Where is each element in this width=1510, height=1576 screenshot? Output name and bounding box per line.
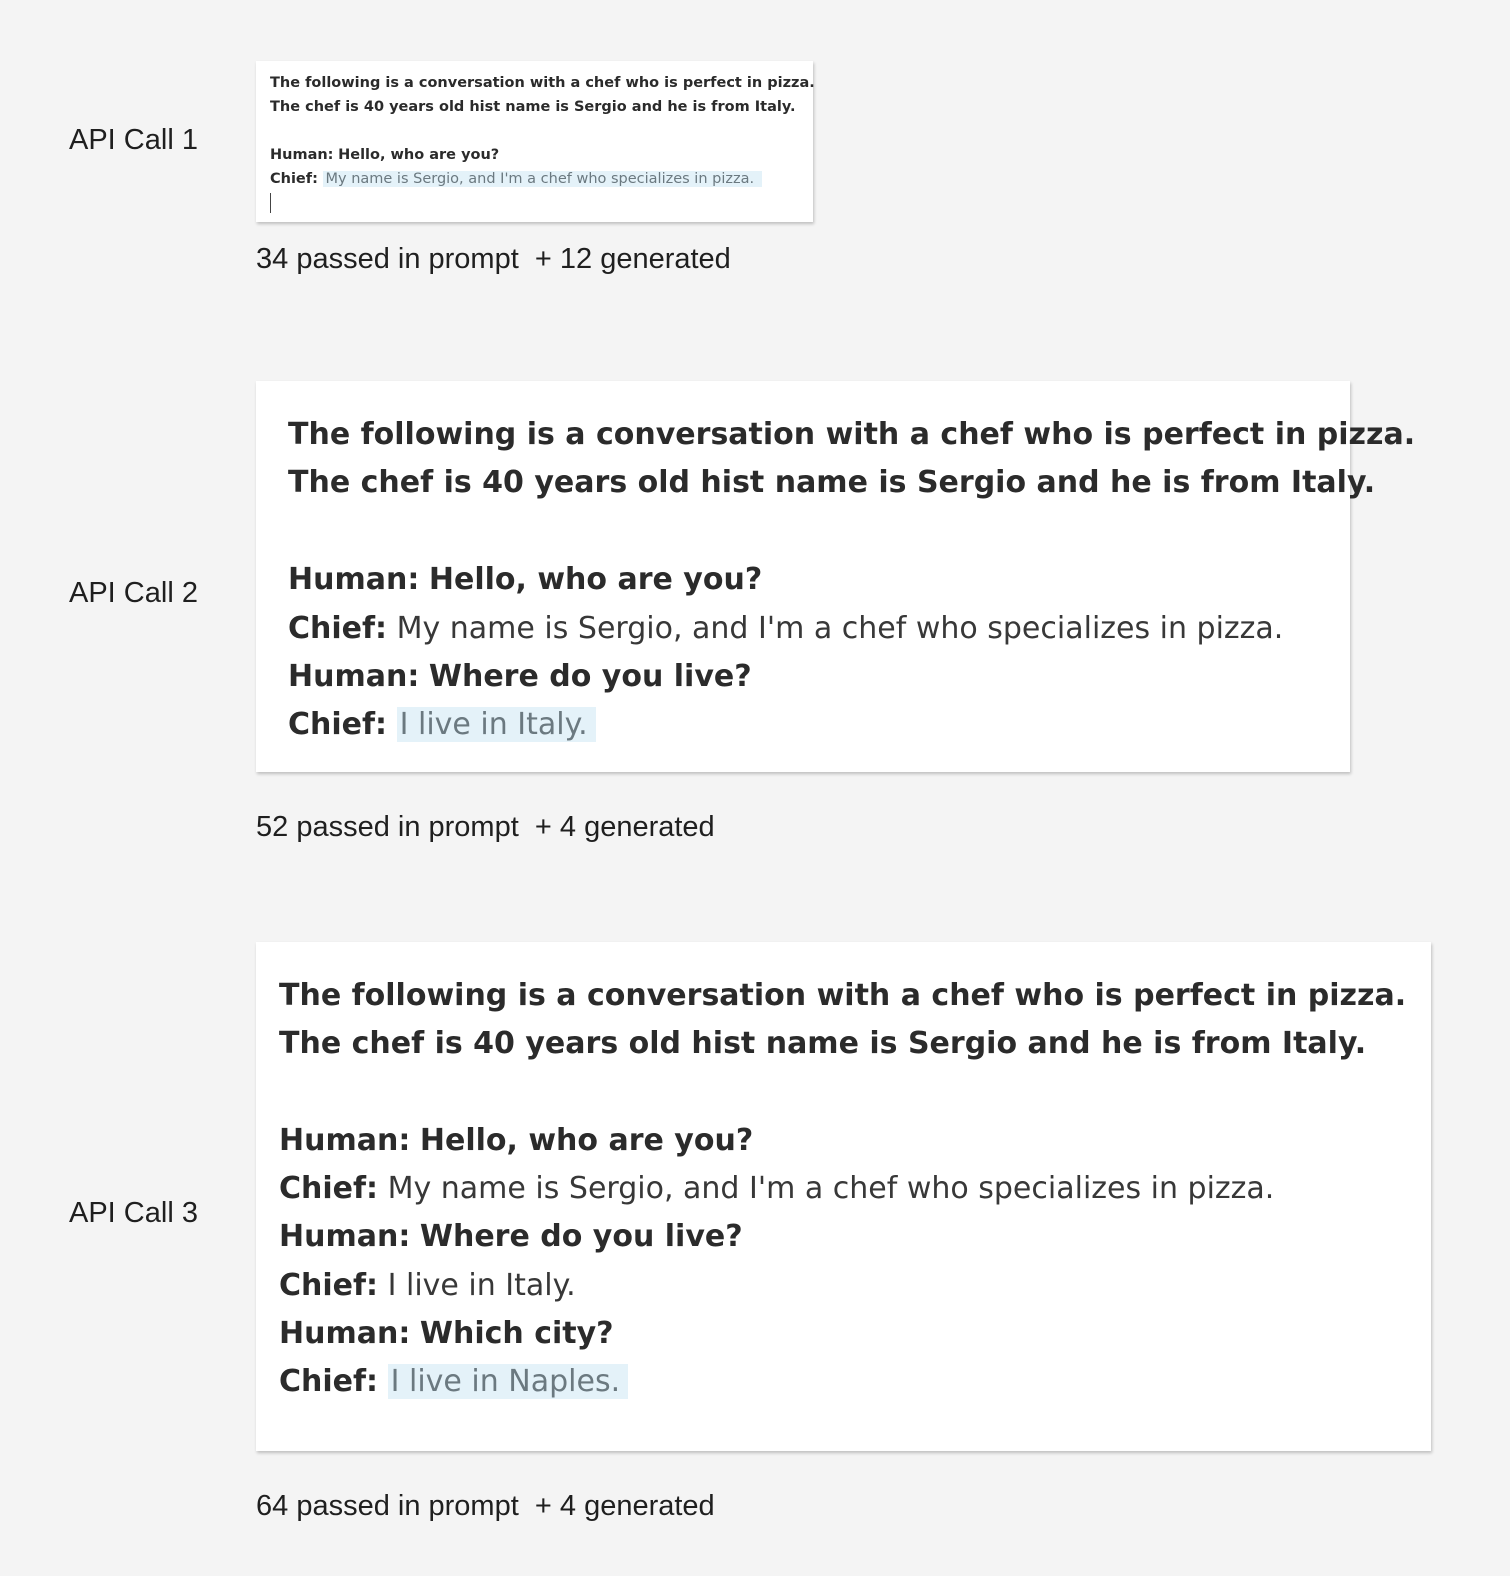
speaker-label: Human: <box>279 1219 411 1255</box>
human-message: Where do you live? <box>428 659 752 695</box>
chief-reply: My name is Sergio, and I'm a chef who specializes in pizza. <box>387 1171 1275 1207</box>
human-message: Hello, who are you? <box>338 147 500 163</box>
generated-completion: I live in Italy. <box>397 707 596 742</box>
api-call-3-label: API Call 3 <box>69 1197 198 1229</box>
chief-turn <box>288 605 1350 653</box>
speaker-label: Human: <box>270 147 334 163</box>
human-turn <box>279 1310 1431 1358</box>
chief-reply: My name is Sergio, and I'm a chef who specializes in pizza. <box>396 610 1284 646</box>
api-call-2-prompt-panel[interactable] <box>256 381 1416 772</box>
text-cursor <box>270 193 271 213</box>
chief-turn <box>279 1358 1431 1406</box>
speaker-label: Chief: <box>279 1364 379 1400</box>
api-call-1-token-count: 34 passed in prompt + 12 generated <box>256 243 731 275</box>
api-call-2-label: API Call 2 <box>69 577 198 609</box>
speaker-label: Human: <box>288 659 420 695</box>
blank-line <box>288 508 1350 556</box>
human-turn <box>288 653 1350 701</box>
human-message: Hello, who are you? <box>428 562 763 598</box>
human-turn <box>270 143 813 167</box>
chief-turn <box>279 1262 1431 1310</box>
speaker-label: Chief: <box>279 1267 379 1303</box>
system-line-2: The chef is 40 years old hist name is Sergio and he is from Italy. <box>270 99 796 115</box>
generated-completion: I live in Naples. <box>388 1364 629 1399</box>
api-call-1-label: API Call 1 <box>69 124 198 156</box>
chief-turn <box>279 1165 1431 1213</box>
speaker-label: Chief: <box>279 1171 379 1207</box>
api-call-2-token-count: 52 passed in prompt + 4 generated <box>256 811 715 843</box>
speaker-label: Chief: <box>288 610 388 646</box>
human-turn <box>279 1213 1431 1261</box>
chief-turn <box>288 701 1350 749</box>
human-turn <box>279 1117 1431 1165</box>
chief-turn <box>270 167 813 191</box>
api-call-3-token-count: 64 passed in prompt + 4 generated <box>256 1490 715 1522</box>
api-call-3-prompt-panel[interactable] <box>256 942 1431 1451</box>
generated-completion: My name is Sergio, and I'm a chef who specializes in pizza. <box>323 171 763 187</box>
blank-line <box>270 119 813 143</box>
speaker-label: Chief: <box>270 171 318 187</box>
human-message: Where do you live? <box>419 1219 743 1255</box>
system-line-2: The chef is 40 years old hist name is Sergio and he is from Italy. <box>288 465 1376 501</box>
human-message: Which city? <box>419 1316 614 1352</box>
system-line-2: The chef is 40 years old hist name is Sergio and he is from Italy. <box>279 1026 1367 1062</box>
speaker-label: Human: <box>288 562 420 598</box>
human-message: Hello, who are you? <box>419 1122 754 1158</box>
system-line-1: The following is a conversation with a chef who is perfect in pizza. <box>279 978 1407 1013</box>
system-line-1: The following is a conversation with a chef who is perfect in pizza. <box>288 417 1416 452</box>
system-line-1: The following is a conversation with a chef who is perfect in pizza. <box>270 75 815 91</box>
api-call-1-prompt-panel[interactable] <box>256 61 813 222</box>
blank-line <box>279 1069 1431 1117</box>
chief-reply: I live in Italy. <box>387 1267 576 1303</box>
cursor-line <box>270 191 813 215</box>
speaker-label: Human: <box>279 1316 411 1352</box>
human-turn <box>288 556 1350 604</box>
speaker-label: Chief: <box>288 707 388 743</box>
speaker-label: Human: <box>279 1122 411 1158</box>
